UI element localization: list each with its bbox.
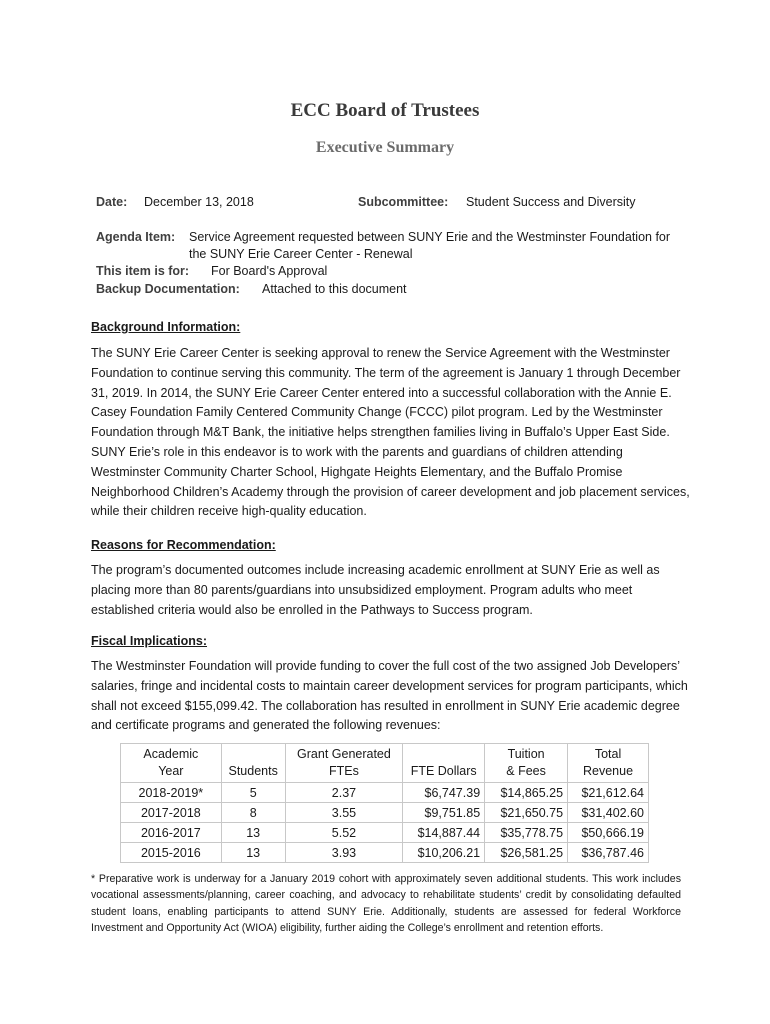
cell-year: 2015-2016 [121, 843, 222, 863]
reasons-heading: Reasons for Recommendation: [91, 538, 276, 552]
header-tuition-fees: Tuition & Fees [485, 744, 568, 783]
background-heading: Background Information: [91, 320, 241, 334]
cell-total-revenue: $21,612.64 [568, 783, 649, 803]
table-row [121, 783, 649, 803]
table-header-row [121, 744, 649, 783]
document-title: ECC Board of Trustees [290, 100, 480, 121]
cell-tuition-fees: $14,865.25 [485, 783, 568, 803]
cell-fte-dollars: $6,747.39 [403, 783, 485, 803]
cell-students: 13 [221, 843, 285, 863]
fiscal-heading: Fiscal Implications: [91, 634, 208, 648]
cell-ftes: 2.37 [285, 783, 403, 803]
cell-students: 13 [221, 823, 285, 843]
table-row [121, 803, 649, 823]
backup-documentation-value: Attached to this document [262, 282, 407, 296]
backup-documentation-label: Backup Documentation: [96, 282, 240, 296]
cell-fte-dollars: $9,751.85 [403, 803, 485, 823]
cell-total-revenue: $31,402.60 [568, 803, 649, 823]
date-label: Date: [96, 195, 128, 209]
date-value: December 13, 2018 [144, 195, 254, 209]
reasons-paragraph: The program’s documented outcomes include increasing academic enrollment at SUNY Erie as well as placing more than 80 parents/guardians into unsubsidized employment. Program adults who meet established criteria would also be enrolled in the Pathways to Success program. [91, 563, 660, 617]
cell-tuition-fees: $35,778.75 [485, 823, 568, 843]
subcommittee-label: Subcommittee: [358, 195, 449, 209]
revenue-table [120, 743, 649, 863]
document-subtitle: Executive Summary [315, 139, 455, 156]
cell-ftes: 5.52 [285, 823, 403, 843]
cell-year: 2016-2017 [121, 823, 222, 843]
header-total-revenue: Total Revenue [568, 744, 649, 783]
cell-ftes: 3.55 [285, 803, 403, 823]
agenda-item-line-2: the SUNY Erie Career Center - Renewal [189, 247, 413, 261]
cell-fte-dollars: $10,206.21 [403, 843, 485, 863]
cell-students: 8 [221, 803, 285, 823]
header-academic-year: Academic Year [121, 744, 222, 783]
background-paragraph: The SUNY Erie Career Center is seeking approval to renew the Service Agreement with the Westminster Foundation to continue serving this community. The term of the agreement is January 1 through December 31, 2019. In 2014, the SUNY Erie Career Center entered into a successful collaboration with the Annie E. Casey Foundation Family Centered Community Change (FCCC) pilot program. Led by the Westminster Foundation through M&T Bank, the initiative helps strengthen families living in Buffalo’s Upper East Side. SUNY Erie’s role in this endeavor is to work with the parents and guardians of children attending Westminster Community Charter School, Highgate Heights Elementary, and the Buffalo Promise Neighborhood Children’s Academy through the provision of career development and job placement services, while their children receive high-quality education. [91, 346, 690, 519]
cell-tuition-fees: $21,650.75 [485, 803, 568, 823]
cell-total-revenue: $50,666.19 [568, 823, 649, 843]
cell-year: 2017-2018 [121, 803, 222, 823]
cell-fte-dollars: $14,887.44 [403, 823, 485, 843]
header-fte-dollars: FTE Dollars [403, 744, 485, 783]
cell-ftes: 3.93 [285, 843, 403, 863]
agenda-item-label: Agenda Item: [96, 230, 176, 244]
header-students: Students [221, 744, 285, 783]
fiscal-paragraph: The Westminster Foundation will provide funding to cover the full cost of the two assigned Job Developers’ salaries, fringe and incidental costs to maintain career development services for program participants, which shall not exceed $155,099.42. The collaboration has resulted in enrollment in SUNY Erie academic degree and certificate programs and generated the following revenues: [91, 659, 688, 733]
subcommittee-value: Student Success and Diversity [466, 195, 636, 209]
cell-year: 2018-2019* [121, 783, 222, 803]
table-row [121, 843, 649, 863]
cell-students: 5 [221, 783, 285, 803]
item-for-label: This item is for: [96, 264, 190, 278]
agenda-item-line-1: Service Agreement requested between SUNY Erie and the Westminster Foundation for [189, 230, 671, 244]
table-row [121, 823, 649, 843]
header-grant-generated-ftes: Grant Generated FTEs [285, 744, 403, 783]
cell-total-revenue: $36,787.46 [568, 843, 649, 863]
footnote: * Preparative work is underway for a January 2019 cohort with approximately seven additional students. This work includes vocational assessments/planning, career coaching, and advocacy to rehabilitate students’ credit by consolidating defaulted student loans, enabling participants to attend SUNY Erie. Additionally, students are assessed for federal Workforce Investment and Opportunity Act (WIOA) eligibility, further aiding the College’s enrollment and retention efforts. [91, 873, 681, 935]
cell-tuition-fees: $26,581.25 [485, 843, 568, 863]
item-for-value: For Board's Approval [211, 264, 328, 278]
